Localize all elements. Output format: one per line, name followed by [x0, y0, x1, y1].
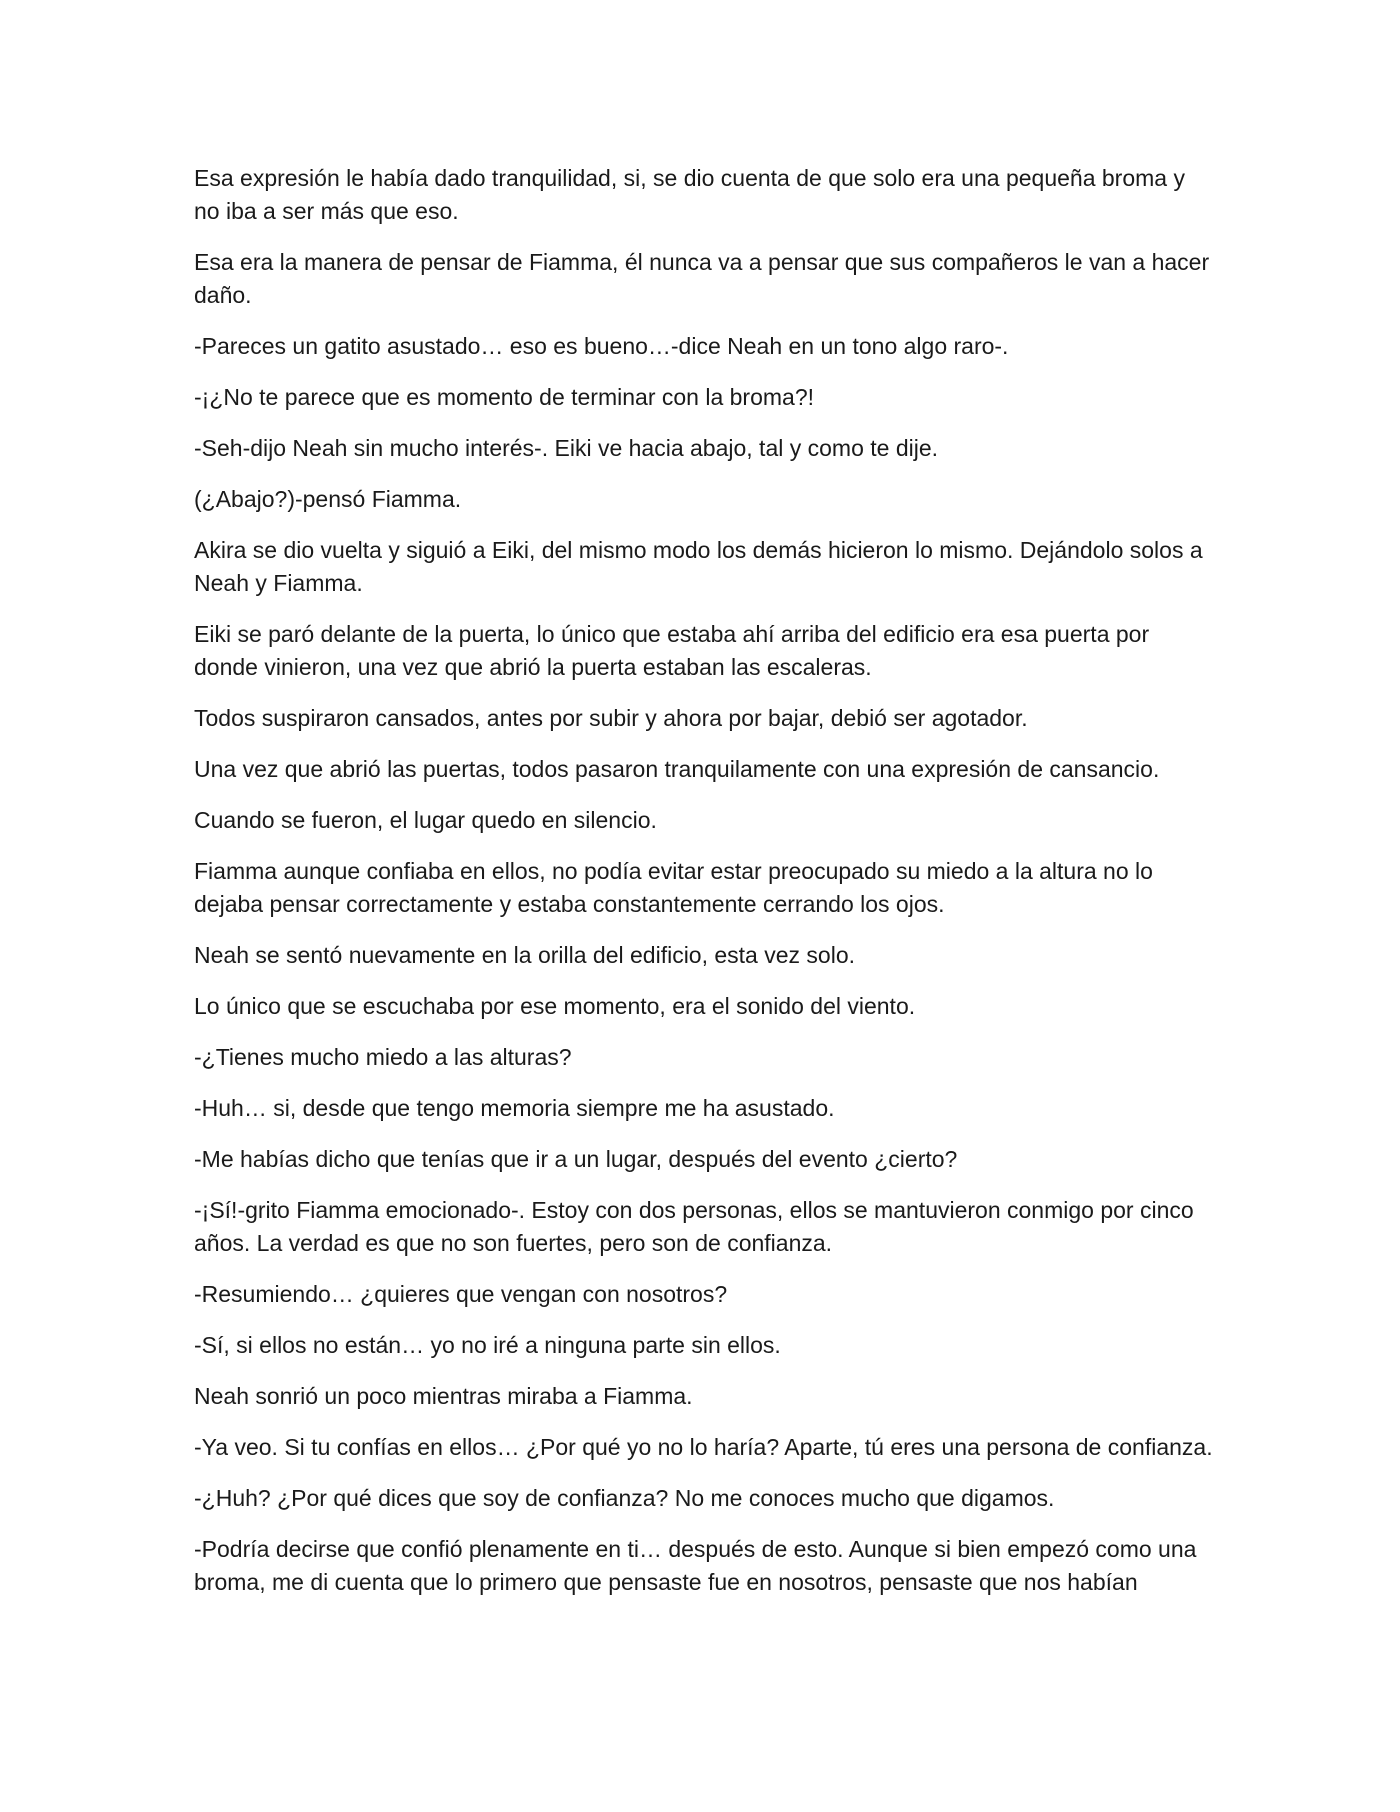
paragraph: Eiki se paró delante de la puerta, lo único que estaba ahí arriba del edificio era esa puerta por donde vinieron, una vez que abrió la puerta estaban las escaleras.: [194, 621, 1150, 680]
paragraph: -¡Sí!-grito Fiamma emocionado-. Estoy con dos personas, ellos se mantuvieron conmigo por cinco años. La verdad es que no son fuertes, pero son de confianza.: [194, 1197, 1194, 1256]
paragraph: -Pareces un gatito asustado… eso es bueno…-dice Neah en un tono algo raro-.: [194, 333, 1009, 359]
paragraph: Una vez que abrió las puertas, todos pasaron tranquilamente con una expresión de cansancio.: [194, 756, 1160, 782]
paragraph: Todos suspiraron cansados, antes por subir y ahora por bajar, debió ser agotador.: [194, 705, 1028, 731]
paragraph: -¡¿No te parece que es momento de terminar con la broma?!: [194, 384, 815, 410]
paragraph: (¿Abajo?)-pensó Fiamma.: [194, 486, 462, 512]
paragraph: -Ya veo. Si tu confías en ellos… ¿Por qué yo no lo haría? Aparte, tú eres una persona de confianza.: [194, 1434, 1213, 1460]
paragraph: Lo único que se escuchaba por ese momento, era el sonido del viento.: [194, 993, 916, 1019]
paragraph: Neah sonrió un poco mientras miraba a Fiamma.: [194, 1383, 693, 1409]
paragraph: -Me habías dicho que tenías que ir a un lugar, después del evento ¿cierto?: [194, 1146, 958, 1172]
paragraph: Neah se sentó nuevamente en la orilla del edificio, esta vez solo.: [194, 942, 856, 968]
document-body: [194, 162, 1214, 1617]
paragraph: -Resumiendo… ¿quieres que vengan con nosotros?: [194, 1281, 728, 1307]
paragraph: -Huh… si, desde que tengo memoria siempre me ha asustado.: [194, 1095, 835, 1121]
paragraph: -Seh-dijo Neah sin mucho interés-. Eiki ve hacia abajo, tal y como te dije.: [194, 435, 939, 461]
paragraph: -Sí, si ellos no están… yo no iré a ninguna parte sin ellos.: [194, 1332, 781, 1358]
paragraph: Akira se dio vuelta y siguió a Eiki, del mismo modo los demás hicieron lo mismo. Dejándolo solos a Neah y Fiamma.: [194, 537, 1203, 596]
paragraph: -¿Huh? ¿Por qué dices que soy de confianza? No me conoces mucho que digamos.: [194, 1485, 1055, 1511]
paragraph: Cuando se fueron, el lugar quedo en silencio.: [194, 807, 657, 833]
paragraph: Fiamma aunque confiaba en ellos, no podía evitar estar preocupado su miedo a la altura no lo dejaba pensar correctamente y estaba constantemente cerrando los ojos.: [194, 858, 1153, 917]
paragraph: -¿Tienes mucho miedo a las alturas?: [194, 1044, 572, 1070]
paragraph: Esa expresión le había dado tranquilidad, si, se dio cuenta de que solo era una pequeña broma y no iba a ser más que eso.: [194, 165, 1185, 224]
paragraph: -Podría decirse que confió plenamente en ti… después de esto. Aunque si bien empezó como una broma, me di cuenta que lo primero que pensaste fue en nosotros, pensaste que nos habían: [194, 1536, 1197, 1595]
paragraph: Esa era la manera de pensar de Fiamma, él nunca va a pensar que sus compañeros le van a hacer daño.: [194, 249, 1210, 308]
